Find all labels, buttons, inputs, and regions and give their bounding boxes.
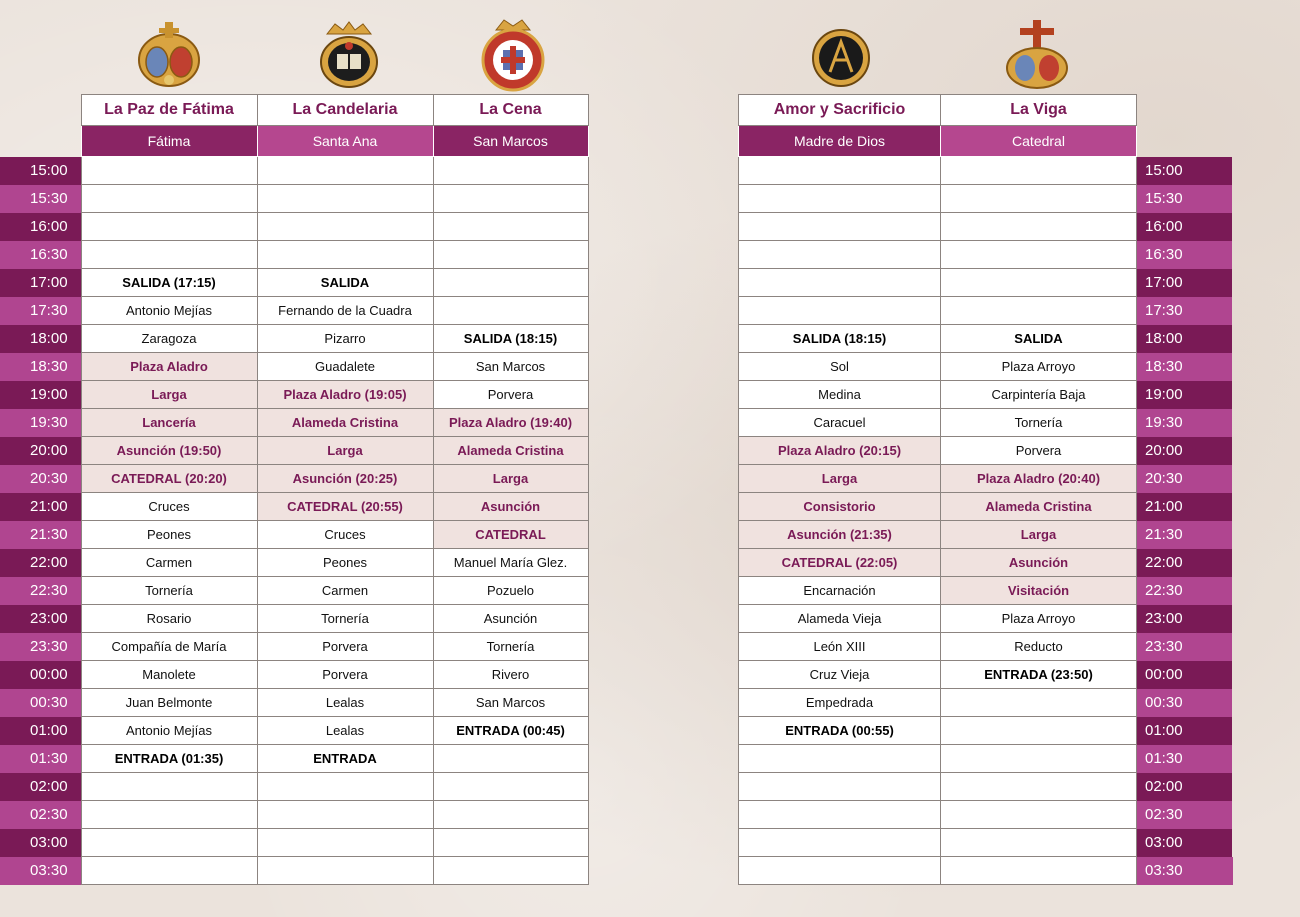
time-slot: 18:30 xyxy=(0,353,81,381)
table-row xyxy=(739,493,1233,521)
route-cell xyxy=(739,185,941,213)
route-cell: Asunción xyxy=(433,605,588,633)
route-cell: Plaza Aladro (20:40) xyxy=(941,465,1137,493)
route-cell: San Marcos xyxy=(433,353,588,381)
route-cell xyxy=(739,269,941,297)
route-cell: Pizarro xyxy=(257,325,433,353)
route-cell: Rosario xyxy=(81,605,257,633)
column-place: Madre de Dios xyxy=(739,126,941,157)
table-row xyxy=(0,437,588,465)
route-cell xyxy=(257,801,433,829)
table-row xyxy=(0,689,588,717)
time-slot: 03:00 xyxy=(1137,829,1233,857)
time-slot: 21:00 xyxy=(1137,493,1233,521)
time-slot: 02:00 xyxy=(1137,773,1233,801)
header-spacer xyxy=(0,95,81,126)
time-slot: 20:00 xyxy=(1137,437,1233,465)
table-row xyxy=(739,409,1233,437)
table-row xyxy=(739,745,1233,773)
route-cell xyxy=(433,269,588,297)
time-slot: 22:30 xyxy=(1137,577,1233,605)
route-cell xyxy=(81,157,257,185)
route-cell xyxy=(81,801,257,829)
time-slot: 22:30 xyxy=(0,577,81,605)
route-cell: SALIDA (17:15) xyxy=(81,269,257,297)
table-row xyxy=(0,185,588,213)
table-row xyxy=(0,717,588,745)
route-cell xyxy=(81,241,257,269)
route-cell: Guadalete xyxy=(257,353,433,381)
route-cell xyxy=(81,185,257,213)
time-slot: 03:30 xyxy=(1137,857,1233,885)
route-cell: Pozuelo xyxy=(433,577,588,605)
route-cell: Manuel María Glez. xyxy=(433,549,588,577)
route-cell xyxy=(257,241,433,269)
route-cell: ENTRADA xyxy=(257,745,433,773)
route-cell: Plaza Aladro xyxy=(81,353,257,381)
route-cell xyxy=(433,829,588,857)
table-row xyxy=(739,717,1233,745)
route-cell xyxy=(739,857,941,885)
time-slot: 21:30 xyxy=(0,521,81,549)
route-cell: Carmen xyxy=(257,577,433,605)
time-slot: 16:00 xyxy=(1137,213,1233,241)
route-cell xyxy=(433,297,588,325)
table-row xyxy=(739,269,1233,297)
time-slot: 00:30 xyxy=(1137,689,1233,717)
table-row xyxy=(739,829,1233,857)
left-schedule-panel xyxy=(0,0,590,917)
route-cell xyxy=(941,745,1137,773)
table-row xyxy=(739,157,1233,185)
route-cell xyxy=(257,857,433,885)
route-cell xyxy=(81,857,257,885)
time-slot: 17:30 xyxy=(1137,297,1233,325)
route-cell: Larga xyxy=(81,381,257,409)
table-row xyxy=(0,409,588,437)
route-cell: Asunción (20:25) xyxy=(257,465,433,493)
route-cell: Asunción xyxy=(433,493,588,521)
route-cell: Lealas xyxy=(257,689,433,717)
route-cell xyxy=(941,857,1137,885)
time-slot: 17:30 xyxy=(0,297,81,325)
time-slot: 01:30 xyxy=(1137,745,1233,773)
time-slot: 19:00 xyxy=(1137,381,1233,409)
route-cell: Lancería xyxy=(81,409,257,437)
column-place: Fátima xyxy=(81,126,257,157)
route-cell: Encarnación xyxy=(739,577,941,605)
route-cell: Sol xyxy=(739,353,941,381)
la-cena-crest-icon xyxy=(476,16,550,92)
route-cell: Plaza Aladro (19:05) xyxy=(257,381,433,409)
route-cell: ENTRADA (23:50) xyxy=(941,661,1137,689)
route-cell: Porvera xyxy=(257,633,433,661)
table-row xyxy=(0,213,588,241)
table-row xyxy=(0,465,588,493)
table-row xyxy=(739,689,1233,717)
time-slot: 16:00 xyxy=(0,213,81,241)
header-spacer xyxy=(1137,95,1233,126)
route-cell: CATEDRAL xyxy=(433,521,588,549)
route-cell xyxy=(81,829,257,857)
column-header: La Paz de Fátima xyxy=(81,95,257,126)
route-cell xyxy=(433,241,588,269)
time-slot: 17:00 xyxy=(1137,269,1233,297)
route-cell: SALIDA xyxy=(941,325,1137,353)
route-cell: Lealas xyxy=(257,717,433,745)
time-slot: 19:00 xyxy=(0,381,81,409)
time-slot: 17:00 xyxy=(0,269,81,297)
route-cell xyxy=(257,829,433,857)
table-row xyxy=(0,493,588,521)
route-cell: Porvera xyxy=(257,661,433,689)
column-header: La Candelaria xyxy=(257,95,433,126)
route-cell: Tornería xyxy=(433,633,588,661)
table-row xyxy=(0,773,588,801)
route-cell: Compañía de María xyxy=(81,633,257,661)
route-cell xyxy=(257,185,433,213)
route-cell: Rivero xyxy=(433,661,588,689)
route-cell: ENTRADA (00:45) xyxy=(433,717,588,745)
route-cell xyxy=(739,801,941,829)
route-cell: Alameda Cristina xyxy=(257,409,433,437)
route-cell: Cruces xyxy=(81,493,257,521)
route-cell: Porvera xyxy=(941,437,1137,465)
time-slot: 15:00 xyxy=(1137,157,1233,185)
route-cell: SALIDA xyxy=(257,269,433,297)
route-cell xyxy=(739,157,941,185)
table-row xyxy=(739,297,1233,325)
column-place: Catedral xyxy=(941,126,1137,157)
subheader-spacer xyxy=(1137,126,1233,157)
table-row xyxy=(0,633,588,661)
route-cell: Fernando de la Cuadra xyxy=(257,297,433,325)
table-row xyxy=(0,297,588,325)
route-cell xyxy=(941,801,1137,829)
route-cell: Antonio Mejías xyxy=(81,717,257,745)
right-schedule-panel xyxy=(738,0,1238,917)
table-row xyxy=(0,577,588,605)
route-cell: Manolete xyxy=(81,661,257,689)
time-slot: 00:00 xyxy=(1137,661,1233,689)
table-row xyxy=(0,381,588,409)
table-row xyxy=(739,213,1233,241)
time-slot: 18:00 xyxy=(0,325,81,353)
table-row xyxy=(739,577,1233,605)
route-cell: Alameda Vieja xyxy=(739,605,941,633)
subheader-spacer xyxy=(0,126,81,157)
route-cell xyxy=(433,857,588,885)
table-row xyxy=(0,353,588,381)
time-slot: 01:00 xyxy=(1137,717,1233,745)
amor-sacrificio-crest-icon xyxy=(808,20,874,90)
route-cell xyxy=(941,773,1137,801)
route-cell: Plaza Aladro (20:15) xyxy=(739,437,941,465)
route-cell xyxy=(941,297,1137,325)
route-cell: Plaza Arroyo xyxy=(941,605,1137,633)
table-row xyxy=(0,549,588,577)
time-slot: 02:00 xyxy=(0,773,81,801)
route-cell: Larga xyxy=(941,521,1137,549)
table-row xyxy=(0,521,588,549)
time-slot: 02:30 xyxy=(1137,801,1233,829)
table-row xyxy=(739,437,1233,465)
time-slot: 23:30 xyxy=(1137,633,1233,661)
table-row xyxy=(739,633,1233,661)
route-cell xyxy=(433,773,588,801)
route-cell: Peones xyxy=(257,549,433,577)
table-row xyxy=(739,549,1233,577)
table-row xyxy=(739,605,1233,633)
table-row xyxy=(739,465,1233,493)
route-cell xyxy=(739,297,941,325)
route-cell xyxy=(81,773,257,801)
table-row xyxy=(0,325,588,353)
table-row xyxy=(0,829,588,857)
time-slot: 15:30 xyxy=(1137,185,1233,213)
route-cell: Consistorio xyxy=(739,493,941,521)
route-cell: ENTRADA (00:55) xyxy=(739,717,941,745)
route-cell: Empedrada xyxy=(739,689,941,717)
time-slot: 22:00 xyxy=(1137,549,1233,577)
candelaria-crest-icon xyxy=(313,18,385,90)
time-slot: 00:30 xyxy=(0,689,81,717)
route-cell: Larga xyxy=(433,465,588,493)
route-cell: Carmen xyxy=(81,549,257,577)
route-cell: Alameda Cristina xyxy=(941,493,1137,521)
route-cell: Reducto xyxy=(941,633,1137,661)
route-cell xyxy=(739,241,941,269)
time-slot: 01:00 xyxy=(0,717,81,745)
column-header: Amor y Sacrificio xyxy=(739,95,941,126)
time-slot: 18:00 xyxy=(1137,325,1233,353)
time-slot: 03:30 xyxy=(0,857,81,885)
route-cell xyxy=(739,829,941,857)
route-cell xyxy=(941,829,1137,857)
route-cell xyxy=(941,717,1137,745)
route-cell: Cruz Vieja xyxy=(739,661,941,689)
route-cell: Asunción xyxy=(941,549,1137,577)
time-slot: 19:30 xyxy=(1137,409,1233,437)
route-cell: Medina xyxy=(739,381,941,409)
route-cell: Zaragoza xyxy=(81,325,257,353)
table-row xyxy=(0,157,588,185)
column-place: Santa Ana xyxy=(257,126,433,157)
route-cell: Larga xyxy=(257,437,433,465)
table-row xyxy=(739,381,1233,409)
time-slot: 22:00 xyxy=(0,549,81,577)
route-cell: San Marcos xyxy=(433,689,588,717)
time-slot: 01:30 xyxy=(0,745,81,773)
route-cell: SALIDA (18:15) xyxy=(433,325,588,353)
route-cell: Plaza Arroyo xyxy=(941,353,1137,381)
time-slot: 16:30 xyxy=(1137,241,1233,269)
route-cell xyxy=(941,241,1137,269)
time-slot: 23:00 xyxy=(0,605,81,633)
table-row xyxy=(739,773,1233,801)
route-cell xyxy=(433,745,588,773)
route-cell: Cruces xyxy=(257,521,433,549)
table-row xyxy=(739,241,1233,269)
time-slot: 20:00 xyxy=(0,437,81,465)
time-slot: 23:00 xyxy=(1137,605,1233,633)
table-row xyxy=(739,353,1233,381)
table-row xyxy=(739,521,1233,549)
time-slot: 23:30 xyxy=(0,633,81,661)
table-row xyxy=(0,801,588,829)
right-schedule-table xyxy=(738,94,1233,885)
route-cell xyxy=(257,157,433,185)
route-cell: CATEDRAL (20:20) xyxy=(81,465,257,493)
route-cell: Tornería xyxy=(257,605,433,633)
route-cell: Asunción (21:35) xyxy=(739,521,941,549)
route-cell xyxy=(739,213,941,241)
time-slot: 00:00 xyxy=(0,661,81,689)
column-header: La Viga xyxy=(941,95,1137,126)
route-cell: SALIDA (18:15) xyxy=(739,325,941,353)
route-cell xyxy=(433,185,588,213)
route-cell: Antonio Mejías xyxy=(81,297,257,325)
table-row xyxy=(0,269,588,297)
table-row xyxy=(0,241,588,269)
route-cell xyxy=(941,689,1137,717)
route-cell xyxy=(941,269,1137,297)
table-row xyxy=(0,745,588,773)
route-cell: Visitación xyxy=(941,577,1137,605)
column-header: La Cena xyxy=(433,95,588,126)
table-row xyxy=(739,801,1233,829)
route-cell: Peones xyxy=(81,521,257,549)
route-cell xyxy=(257,213,433,241)
time-slot: 21:00 xyxy=(0,493,81,521)
route-cell xyxy=(257,773,433,801)
route-cell xyxy=(941,185,1137,213)
route-cell: Alameda Cristina xyxy=(433,437,588,465)
time-slot: 02:30 xyxy=(0,801,81,829)
time-slot: 03:00 xyxy=(0,829,81,857)
route-cell: Plaza Aladro (19:40) xyxy=(433,409,588,437)
route-cell: Asunción (19:50) xyxy=(81,437,257,465)
table-row xyxy=(739,661,1233,689)
route-cell xyxy=(739,745,941,773)
table-row xyxy=(739,185,1233,213)
route-cell: Larga xyxy=(739,465,941,493)
route-cell: Carpintería Baja xyxy=(941,381,1137,409)
route-cell: ENTRADA (01:35) xyxy=(81,745,257,773)
route-cell xyxy=(433,213,588,241)
route-cell xyxy=(941,157,1137,185)
table-row xyxy=(739,325,1233,353)
route-cell: Tornería xyxy=(81,577,257,605)
table-row xyxy=(0,661,588,689)
time-slot: 15:00 xyxy=(0,157,81,185)
route-cell: Juan Belmonte xyxy=(81,689,257,717)
route-cell: CATEDRAL (22:05) xyxy=(739,549,941,577)
la-viga-crest-icon xyxy=(1000,16,1074,92)
time-slot: 18:30 xyxy=(1137,353,1233,381)
time-slot: 20:30 xyxy=(0,465,81,493)
route-cell: Tornería xyxy=(941,409,1137,437)
time-slot: 19:30 xyxy=(0,409,81,437)
route-cell: Caracuel xyxy=(739,409,941,437)
left-schedule-table xyxy=(0,94,589,885)
table-row xyxy=(0,857,588,885)
route-cell xyxy=(81,213,257,241)
time-slot: 20:30 xyxy=(1137,465,1233,493)
route-cell: Porvera xyxy=(433,381,588,409)
time-slot: 21:30 xyxy=(1137,521,1233,549)
route-cell: León XIII xyxy=(739,633,941,661)
paz-fatima-crest-icon xyxy=(133,18,205,90)
column-place: San Marcos xyxy=(433,126,588,157)
route-cell xyxy=(739,773,941,801)
table-row xyxy=(0,605,588,633)
route-cell: CATEDRAL (20:55) xyxy=(257,493,433,521)
route-cell xyxy=(433,801,588,829)
route-cell xyxy=(941,213,1137,241)
time-slot: 16:30 xyxy=(0,241,81,269)
table-row xyxy=(739,857,1233,885)
time-slot: 15:30 xyxy=(0,185,81,213)
route-cell xyxy=(433,157,588,185)
